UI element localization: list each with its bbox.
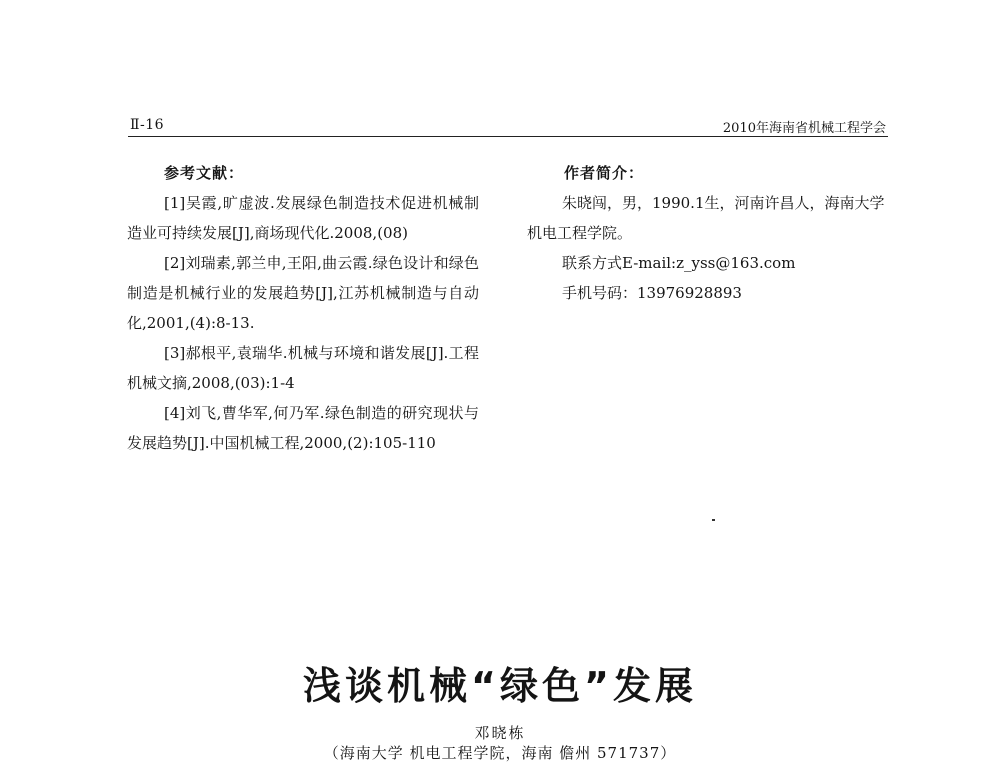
author-phone: 手机号码：13976928893	[562, 284, 742, 302]
author-bio-text: 朱晓闯，男，1990.1生，河南许昌人，海南大学机电工程学院。	[527, 194, 885, 242]
article-title: 浅谈机械“绿色”发展	[303, 664, 697, 708]
reference-item: [1]吴霞,旷虚波.发展绿色制造技术促进机械制造业可持续发展[J],商场现代化.2008,(08)	[127, 194, 479, 242]
page-number: Ⅱ-16	[130, 117, 165, 133]
scan-speck	[712, 519, 715, 521]
article-affiliation: （海南大学 机电工程学院，海南 儋州 571737）	[323, 744, 677, 762]
author-bio-heading: 作者简介：	[564, 164, 645, 182]
article-author: 邓晓栋	[474, 724, 526, 742]
reference-item: [3]郝根平,袁瑞华.机械与环境和谐发展[J].工程机械文摘,2008,(03):1-4	[127, 344, 479, 392]
references-column	[127, 158, 479, 458]
author-email: 联系方式E-mail:z_yss@163.com	[562, 254, 796, 272]
conference-name: 2010年海南省机械工程学会	[722, 121, 886, 136]
author-bio-column	[527, 158, 889, 308]
header-rule	[128, 136, 888, 137]
references-heading: 参考文献：	[164, 164, 245, 182]
reference-item: [2]刘瑞素,郭兰申,王阳,曲云霞.绿色设计和绿色制造是机械行业的发展趋势[J],江苏机械制造与自动化,2001,(4):8-13.	[127, 254, 479, 332]
reference-item: [4]刘飞,曹华军,何乃军.绿色制造的研究现状与发展趋势[J].中国机械工程,2000,(2):105-110	[127, 404, 479, 452]
